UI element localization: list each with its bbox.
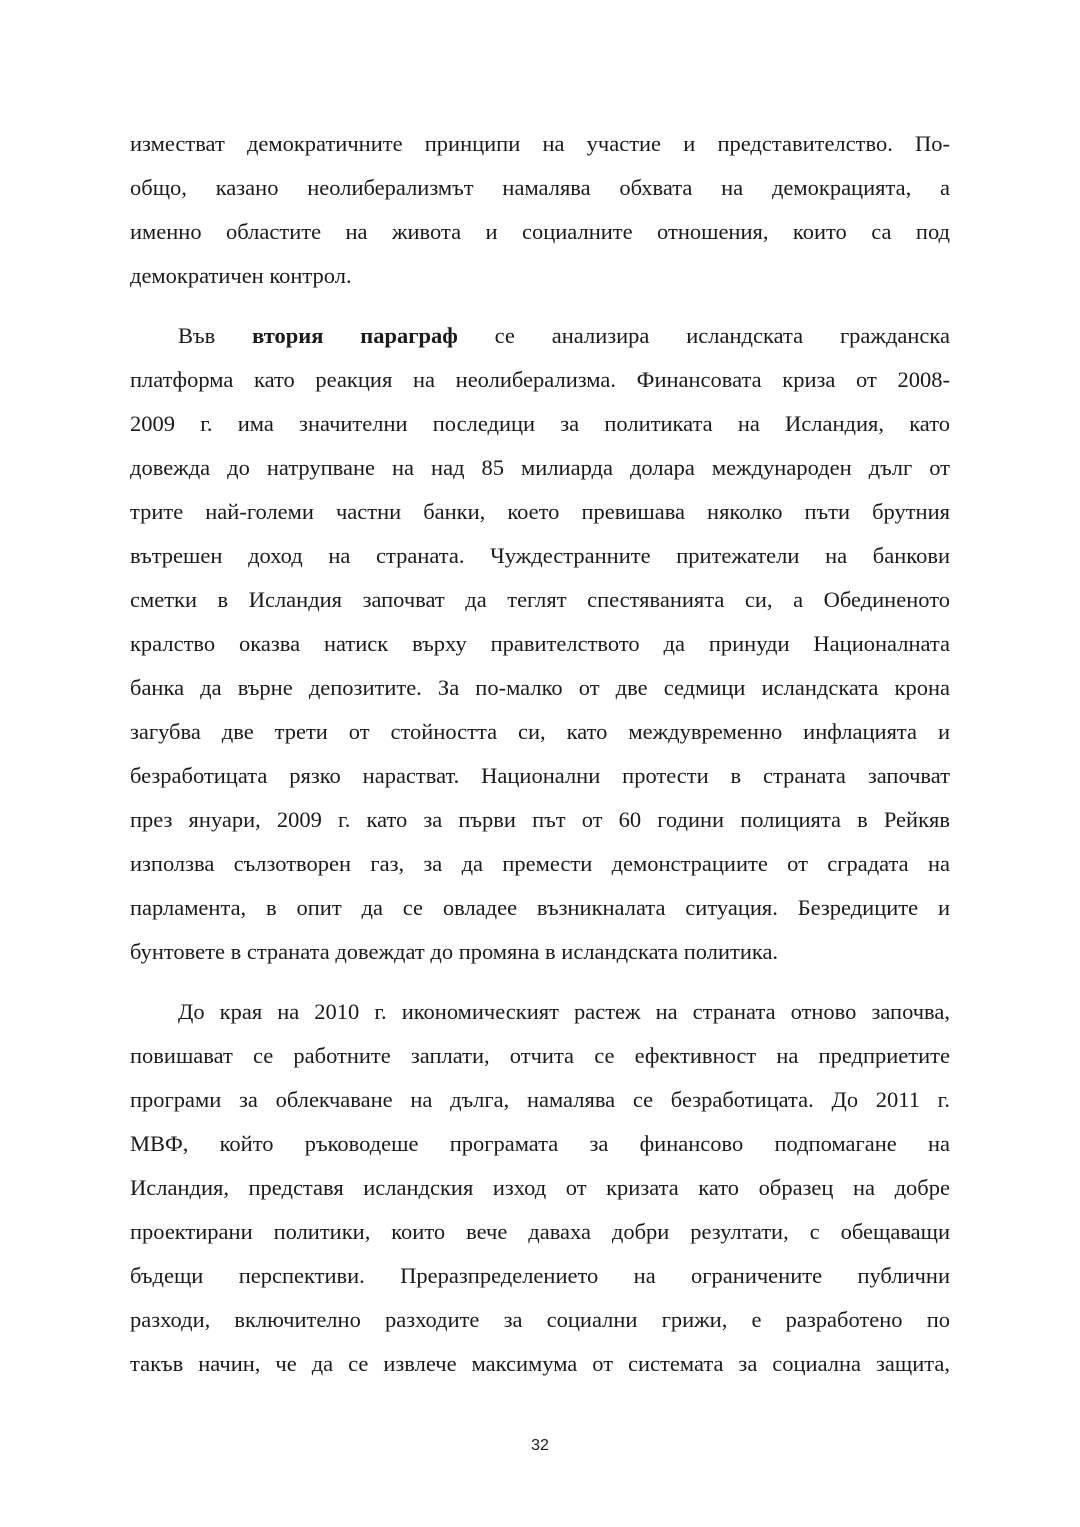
text-line: такъв начин, че да се извлече максимума от системата за социална защита, xyxy=(130,1351,950,1376)
document-body xyxy=(130,122,950,1386)
text-line: довежда до натрупване на над 85 милиарда долара международен дълг от xyxy=(130,455,950,480)
text-line: общо, казано неолиберализмът намалява обхвата на демокрацията, а xyxy=(130,175,950,200)
bold-term: втория параграф xyxy=(252,323,458,348)
text-fragment: Във xyxy=(178,323,253,348)
text-line: програми за облекчаване на дълга, намалява се безработицата. До 2011 г. xyxy=(130,1087,950,1112)
text-line: 2009 г. има значителни последици за политиката на Исландия, като xyxy=(130,411,950,436)
paragraph xyxy=(130,122,950,298)
text-line: разходи, включително разходите за социални грижи, е разработено по xyxy=(130,1307,950,1332)
text-line: демократичен контрол. xyxy=(130,263,352,288)
text-line: вътрешен доход на страната. Чуждестранните притежатели на банкови xyxy=(130,543,950,568)
paragraph xyxy=(130,314,950,974)
text-line: Исландия, представя исландския изход от кризата като образец на добре xyxy=(130,1175,950,1200)
text-line: изместват демократичните принципи на участие и представителство. По- xyxy=(130,131,950,156)
text-line: МВФ, който ръководеше програмата за финансово подпомагане на xyxy=(130,1131,950,1156)
text-line: кралство оказва натиск върху правителството да принуди Националната xyxy=(130,631,950,656)
text-line: платформа като реакция на неолиберализма. Финансовата криза от 2008- xyxy=(130,367,950,392)
text-line: бъдещи перспективи. Преразпределението на ограничените публични xyxy=(130,1263,950,1288)
text-line: през януари, 2009 г. като за първи път от 60 години полицията в Рейкяв xyxy=(130,807,950,832)
text-fragment: се анализира исландската гражданска xyxy=(457,323,950,348)
text-line: До края на 2010 г. икономическият растеж на страната отново започва, xyxy=(178,999,950,1024)
text-line: бунтовете в страната довеждат до промяна в исландската политика. xyxy=(130,939,779,964)
text-line: парламента, в опит да се овладее възникналата ситуация. Безредиците и xyxy=(130,895,950,920)
paragraph xyxy=(130,990,950,1386)
text-line xyxy=(130,314,950,358)
text-line: използва сълзотворен газ, за да премести демонстрациите от сградата на xyxy=(130,851,950,876)
page-number: 32 xyxy=(531,1437,549,1454)
text-line: трите най-големи частни банки, което превишава няколко пъти брутния xyxy=(130,499,950,524)
text-line: повишават се работните заплати, отчита се ефективност на предприетите xyxy=(130,1043,950,1068)
text-line: проектирани политики, които вече даваха добри резултати, с обещаващи xyxy=(130,1219,950,1244)
text-line: банка да върне депозитите. За по-малко от две седмици исландската крона xyxy=(130,675,950,700)
text-line: безработицата рязко нарастват. Национални протести в страната започват xyxy=(130,763,950,788)
text-line: именно областите на живота и социалните отношения, които са под xyxy=(130,219,950,244)
text-line: сметки в Исландия започват да теглят спестяванията си, а Обединеното xyxy=(130,587,950,612)
text-line: загубва две трети от стойността си, като междувременно инфлацията и xyxy=(130,719,950,744)
